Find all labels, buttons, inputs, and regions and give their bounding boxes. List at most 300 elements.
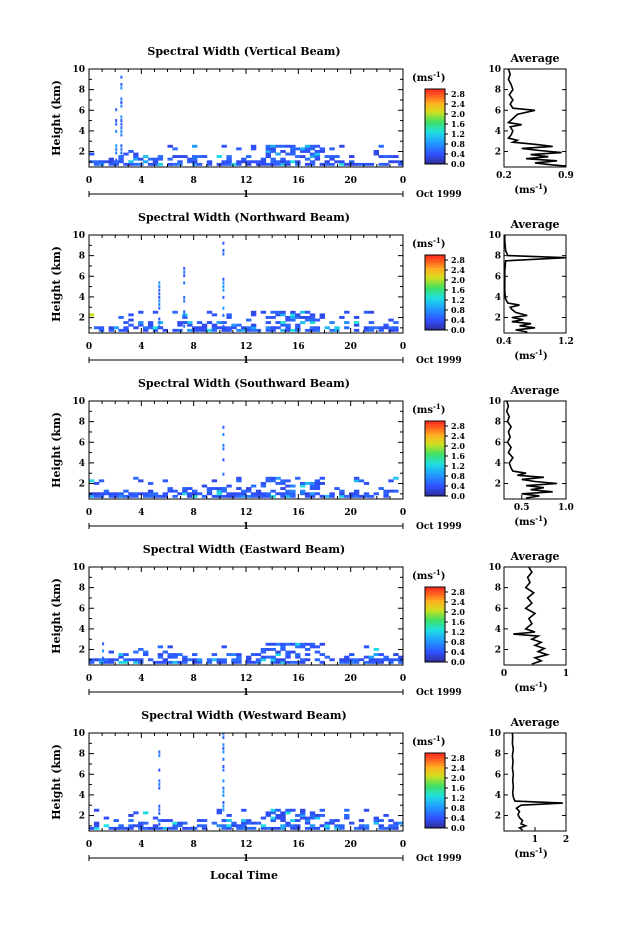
heatmap-cell: [172, 329, 177, 332]
heatmap-cell: [325, 827, 330, 830]
heatmap-cell: [236, 658, 241, 661]
heatmap-cell: [158, 779, 160, 782]
heatmap-cell: [236, 653, 241, 656]
heatmap-cell: [183, 310, 185, 313]
heatmap-cell: [374, 822, 379, 825]
colorbar-tick-label: 1.2: [451, 627, 465, 637]
heatmap-cell: [192, 653, 197, 656]
heatmap-cell: [275, 492, 280, 495]
y-tick-label: 8: [78, 417, 85, 428]
heatmap-cell: [133, 824, 138, 827]
heatmap-cell: [222, 808, 224, 811]
heatmap-cell: [271, 661, 276, 664]
heatmap-cell: [261, 817, 266, 820]
average-unit: $(ms^{-1})$: [514, 680, 548, 694]
heatmap-cell: [354, 477, 359, 480]
heatmap-cell: [275, 153, 280, 156]
heatmap-cell: [118, 492, 123, 495]
heatmap-cell: [256, 160, 261, 163]
heatmap-cell: [364, 495, 369, 498]
average-unit: $(ms^{-1})$: [514, 348, 548, 362]
colorbar-tick-label: 0.0: [451, 491, 465, 501]
heatmap-cell: [295, 645, 300, 648]
heatmap-cell: [266, 648, 271, 651]
x-tick-label: 12: [239, 674, 253, 684]
heatmap-cell: [310, 147, 315, 150]
heatmap-cell: [325, 326, 330, 329]
y-tick-label: 6: [78, 106, 85, 117]
heatmap-cell: [261, 492, 266, 495]
heatmap-cell: [300, 814, 305, 817]
heatmap-cell: [158, 661, 163, 664]
heatmap-cell: [172, 311, 177, 314]
heatmap-cell: [143, 326, 148, 329]
heatmap-cell: [222, 765, 224, 768]
heatmap-cell: [236, 495, 241, 498]
x-tick-label: 4: [138, 508, 145, 518]
heatmap-cell: [290, 319, 295, 322]
heatmap-cell: [266, 811, 271, 814]
heatmap-cell: [138, 824, 143, 827]
colorbar-tick-label: 2.8: [451, 587, 465, 597]
heatmap-cell: [183, 314, 185, 317]
heatmap-cell: [202, 324, 207, 327]
heatmap-cell: [222, 743, 224, 746]
heatmap-cell: [280, 811, 285, 814]
heatmap-cell: [118, 824, 123, 827]
heatmap-cell: [231, 653, 236, 656]
colorbar-tick-label: 1.6: [451, 285, 465, 295]
heatmap-cell: [168, 653, 173, 656]
heatmap-cell: [285, 653, 290, 656]
heatmap-cell: [102, 650, 104, 653]
heatmap-cells: [89, 76, 404, 166]
heatmap-cell: [109, 158, 114, 161]
heatmap-cell: [183, 281, 185, 284]
heatmap-cell: [285, 479, 290, 482]
heatmap-cell: [128, 150, 133, 153]
avg-y-tick-label: 6: [494, 272, 501, 283]
heatmap-cell: [261, 485, 266, 488]
x-tick-label: 12: [239, 840, 253, 850]
y-tick-label: 8: [78, 749, 85, 760]
heatmap-cell: [329, 329, 334, 332]
heatmap-cell: [114, 163, 119, 166]
heatmap-cell: [222, 253, 224, 256]
colorbar-tick-label: 0.8: [451, 139, 465, 149]
heatmap-cell: [158, 155, 163, 158]
heatmap-cell: [339, 661, 344, 664]
unit-exponent: -1: [432, 568, 441, 577]
heatmap-cell: [285, 324, 290, 327]
heatmap-cell: [226, 316, 231, 319]
heatmap-cell: [109, 163, 114, 166]
x-tick-label: 0: [399, 840, 407, 850]
heatmap-cell: [364, 645, 369, 648]
heatmap-cell: [374, 661, 379, 664]
heatmap-cell: [315, 153, 320, 156]
heatmap-cell: [226, 824, 231, 827]
heatmap-cell: [115, 130, 117, 133]
heatmap-cell: [305, 827, 310, 830]
heatmap-cell: [143, 822, 148, 825]
panel-title: Spectral Width (Westward Beam): [141, 709, 347, 722]
heatmap-cell: [133, 492, 138, 495]
heatmap-cell: [143, 492, 148, 495]
heatmap-cell: [379, 819, 384, 822]
heatmap-cell: [94, 827, 99, 830]
heatmap-cell: [320, 824, 325, 827]
heatmap-cell: [290, 643, 295, 646]
x-tick-label: 16: [292, 342, 305, 352]
heatmap-cell: [275, 658, 280, 661]
heatmap-cell: [251, 485, 256, 488]
heatmap-cell: [315, 155, 320, 158]
heatmap-cell: [290, 313, 295, 316]
heatmap-cell: [168, 158, 173, 161]
heatmap-cell: [369, 495, 374, 498]
heatmap-cell: [339, 492, 344, 495]
heatmap-cell: [354, 492, 359, 495]
heatmap-cell: [99, 160, 104, 163]
heatmap-cell: [256, 490, 261, 493]
heatmap-cell: [120, 101, 122, 104]
heatmap-cell: [222, 751, 224, 754]
heatmap-cell: [120, 87, 122, 90]
heatmap-cell: [266, 492, 271, 495]
heatmap-cell: [153, 827, 158, 830]
y-tick-label: 8: [78, 85, 85, 96]
heatmap-cell: [138, 321, 143, 324]
heatmap-cell: [222, 819, 227, 822]
heatmap-cell: [266, 656, 271, 659]
heatmap-cell: [344, 326, 349, 329]
colorbar-unit: $(ms^{-1})$: [412, 236, 446, 250]
date-label: Oct 1999: [416, 854, 462, 864]
heatmap-cell: [236, 827, 241, 830]
heatmap-cell: [280, 158, 285, 161]
heatmap-cell: [271, 817, 276, 820]
heatmap-cell: [123, 490, 128, 493]
heatmap-cell: [275, 643, 280, 646]
heatmap-cell: [285, 160, 290, 163]
y-tick-label: 10: [72, 231, 85, 241]
date-label: Oct 1999: [416, 688, 462, 698]
heatmap-cell: [148, 495, 153, 498]
colorbar-tick-label: 1.6: [451, 119, 465, 129]
heatmap-cell: [128, 658, 133, 661]
heatmap-cell: [236, 324, 241, 327]
heatmap-cell: [310, 319, 315, 322]
heatmap-cell: [271, 158, 276, 161]
heatmap-cell: [354, 316, 359, 319]
heatmap-cell: [138, 661, 143, 664]
average-profile-line: [505, 235, 566, 332]
heatmap-cell: [109, 661, 114, 664]
heatmap-cell: [285, 145, 290, 148]
x-tick-label: 4: [138, 342, 145, 352]
heatmap-cell: [222, 824, 227, 827]
x-tick-label: 12: [239, 508, 253, 518]
heatmap-cell: [168, 827, 173, 830]
heatmap-cell: [114, 492, 119, 495]
heatmap-cell: [102, 642, 104, 645]
heatmap-cell: [271, 490, 276, 493]
heatmap-cell: [280, 643, 285, 646]
heatmap-cell: [158, 325, 160, 328]
heatmap-cell: [300, 645, 305, 648]
heatmap-cell: [231, 824, 236, 827]
heatmap-cell: [295, 477, 300, 480]
heatmap-cell: [285, 822, 290, 825]
heatmap-cell: [143, 160, 148, 163]
heatmap-cell: [315, 329, 320, 332]
heatmap-cell: [212, 326, 217, 329]
heatmap-cell: [172, 490, 177, 493]
heatmap-cell: [300, 321, 305, 324]
heatmap-cell: [275, 817, 280, 820]
heatmap-cell: [329, 822, 334, 825]
average-profile-line: [507, 401, 557, 498]
heatmap-cell: [364, 482, 369, 485]
y-tick-label: 6: [78, 438, 85, 449]
x-tick-label: 20: [344, 342, 357, 352]
colorbar-tick-label: 0.8: [451, 305, 465, 315]
heatmap-cell: [271, 150, 276, 153]
heatmap-cell: [393, 477, 398, 480]
heatmap-cell: [325, 495, 330, 498]
heatmap-cell: [118, 329, 123, 332]
heatmap-cell: [305, 145, 310, 148]
x-tick-label: 0: [85, 674, 93, 684]
colorbar-tick-label: 2.0: [451, 275, 465, 285]
heatmap-cell: [207, 329, 212, 332]
heatmap-cell: [364, 809, 369, 812]
heatmap-cell: [246, 819, 251, 822]
heatmap-cell: [246, 495, 251, 498]
heatmap-cell: [310, 321, 315, 324]
heatmap-cell: [168, 661, 173, 664]
heatmap-cell: [271, 329, 276, 332]
heatmap-cell: [388, 479, 393, 482]
heatmap-cell: [349, 658, 354, 661]
heatmap-cell: [325, 656, 330, 659]
average-unit: $(ms^{-1})$: [514, 514, 548, 528]
heatmap-cells: [89, 242, 399, 332]
heatmap-cell: [315, 326, 320, 329]
heatmap-cell: [222, 790, 224, 793]
heatmap-cell: [285, 316, 290, 319]
heatmap-cell: [182, 155, 187, 158]
unit-close: ): [543, 849, 548, 860]
heatmap-cell: [329, 492, 334, 495]
heatmap-cell: [153, 329, 158, 332]
heatmap-cell: [148, 827, 153, 830]
heatmap-cell: [374, 492, 379, 495]
heatmap-cell: [280, 814, 285, 817]
heatmap-cell: [231, 163, 236, 166]
heatmap-cell: [364, 827, 369, 830]
heatmap-cell: [379, 145, 384, 148]
heatmap-cell: [305, 653, 310, 656]
x-tick-label: 0: [85, 840, 93, 850]
heatmap-cell: [251, 311, 256, 314]
heatmap-cell: [222, 661, 227, 664]
colorbar-tick-label: 0.8: [451, 471, 465, 481]
heatmap-cell: [217, 490, 222, 493]
heatmap-cell: [280, 160, 285, 163]
heatmap-cell: [310, 811, 315, 814]
heatmap-cell: [222, 160, 227, 163]
heatmap-cell: [349, 155, 354, 158]
heatmap-cell: [168, 487, 173, 490]
unit-exponent: -1: [535, 514, 543, 523]
average-title: Average: [510, 52, 560, 65]
heatmap-cell: [182, 661, 187, 664]
unit-exponent: -1: [432, 236, 441, 245]
heatmap-cell: [226, 163, 231, 166]
heatmap-cell: [197, 492, 202, 495]
heatmap-cell: [393, 490, 398, 493]
heatmap-cell: [310, 487, 315, 490]
heatmap-cell: [374, 150, 379, 153]
heatmap-cell: [379, 658, 384, 661]
colorbar-unit: $(ms^{-1})$: [412, 734, 446, 748]
avg-x-tick-label: 1.0: [558, 503, 574, 513]
avg-y-tick-label: 4: [494, 790, 501, 801]
heatmap-cell: [133, 155, 138, 158]
heatmap-cell: [183, 300, 185, 303]
heatmap-cell: [212, 324, 217, 327]
heatmap-cell: [163, 658, 168, 661]
heatmap-cell: [275, 313, 280, 316]
heatmap-cell: [329, 158, 334, 161]
heatmap-cell: [290, 824, 295, 827]
heatmap-cell: [143, 329, 148, 332]
heatmap-cell: [300, 482, 305, 485]
unit-exponent: -1: [535, 348, 543, 357]
heatmap-cell: [192, 163, 197, 166]
heatmap-cell: [354, 661, 359, 664]
heatmap-cell: [94, 824, 99, 827]
heatmap-cell: [236, 656, 241, 659]
heatmap-cell: [285, 643, 290, 646]
heatmap-cell: [334, 827, 339, 830]
unit-exponent: -1: [535, 182, 543, 191]
avg-y-tick-label: 8: [494, 749, 501, 760]
heatmap-cell: [202, 824, 207, 827]
colorbar-tick-label: 0.8: [451, 803, 465, 813]
heatmap-cell: [94, 482, 99, 485]
heatmap-cell: [236, 824, 241, 827]
heatmap-cell: [120, 144, 122, 147]
heatmap-cell: [207, 321, 212, 324]
heatmap-cell: [192, 495, 197, 498]
heatmap-cell: [226, 158, 231, 161]
heatmap-cell: [183, 274, 185, 277]
heatmap-cell: [369, 661, 374, 664]
avg-y-tick-label: 8: [494, 583, 501, 594]
heatmap-cell: [236, 487, 241, 490]
heatmap-cell: [104, 492, 109, 495]
heatmap-cell: [177, 822, 182, 825]
heatmap-cell: [388, 827, 393, 830]
average-profile-line: [508, 69, 566, 166]
heatmap-cell: [163, 819, 168, 822]
heatmap-cell: [148, 490, 153, 493]
colorbar-tick-label: 2.8: [451, 255, 465, 265]
heatmap-cell: [212, 658, 217, 661]
heatmap-cell: [275, 163, 280, 166]
heatmap-cell: [158, 787, 160, 790]
heatmap-cell: [172, 656, 177, 659]
heatmap-cell: [212, 329, 217, 332]
heatmap-cell: [344, 809, 349, 812]
heatmap-cell: [226, 326, 231, 329]
heatmap-cell: [300, 311, 305, 314]
heatmap-cell: [325, 163, 330, 166]
colorbar-tick-label: 1.2: [451, 129, 465, 139]
heatmap-cell: [212, 479, 217, 482]
heatmap-cell: [94, 326, 99, 329]
heatmap-cell: [187, 160, 192, 163]
heatmap-cell: [271, 147, 276, 150]
heatmap-cell: [182, 827, 187, 830]
heatmap-cell: [310, 160, 315, 163]
heatmap-cell: [207, 490, 212, 493]
heatmap-cell: [374, 648, 379, 651]
heatmap-cell: [388, 819, 393, 822]
heatmap-cell: [349, 822, 354, 825]
heatmap-cell: [109, 827, 114, 830]
heatmap-cell: [290, 329, 295, 332]
x-tick-label: 12: [239, 176, 253, 186]
colorbar-tick-label: 2.4: [451, 763, 465, 773]
heatmap-cell: [364, 661, 369, 664]
y-tick-label: 6: [78, 272, 85, 283]
heatmap-cell: [89, 827, 94, 830]
panel-1: [50, 45, 574, 200]
heatmap-cell: [290, 651, 295, 654]
heatmap-cell: [177, 661, 182, 664]
heatmap-cell: [310, 643, 315, 646]
heatmap-cell: [99, 492, 104, 495]
heatmap-cell: [379, 163, 384, 166]
heatmap-cell: [374, 658, 379, 661]
heatmap-cell: [133, 651, 138, 654]
heatmap-cell: [187, 492, 192, 495]
heatmap-cell: [285, 824, 290, 827]
avg-x-tick-label: 0.2: [496, 171, 512, 181]
heatmap-cell: [261, 158, 266, 161]
heatmap-cell: [148, 492, 153, 495]
x-tick-label: 0: [85, 176, 93, 186]
heatmap-cell: [320, 316, 325, 319]
heatmap-cell: [115, 123, 117, 126]
heatmap-cell: [148, 326, 153, 329]
heatmap-cell: [222, 747, 224, 750]
heatmap-cell: [383, 658, 388, 661]
colorbar-tick-label: 0.4: [451, 149, 465, 159]
heatmap-cell: [158, 769, 160, 772]
heatmap-cell: [295, 326, 300, 329]
heatmap-cell: [158, 292, 160, 295]
heatmap-cell: [177, 155, 182, 158]
heatmap-cell: [379, 827, 384, 830]
heatmap-cell: [222, 447, 224, 450]
heatmap-cell: [222, 736, 224, 739]
heatmap-cell: [320, 809, 325, 812]
